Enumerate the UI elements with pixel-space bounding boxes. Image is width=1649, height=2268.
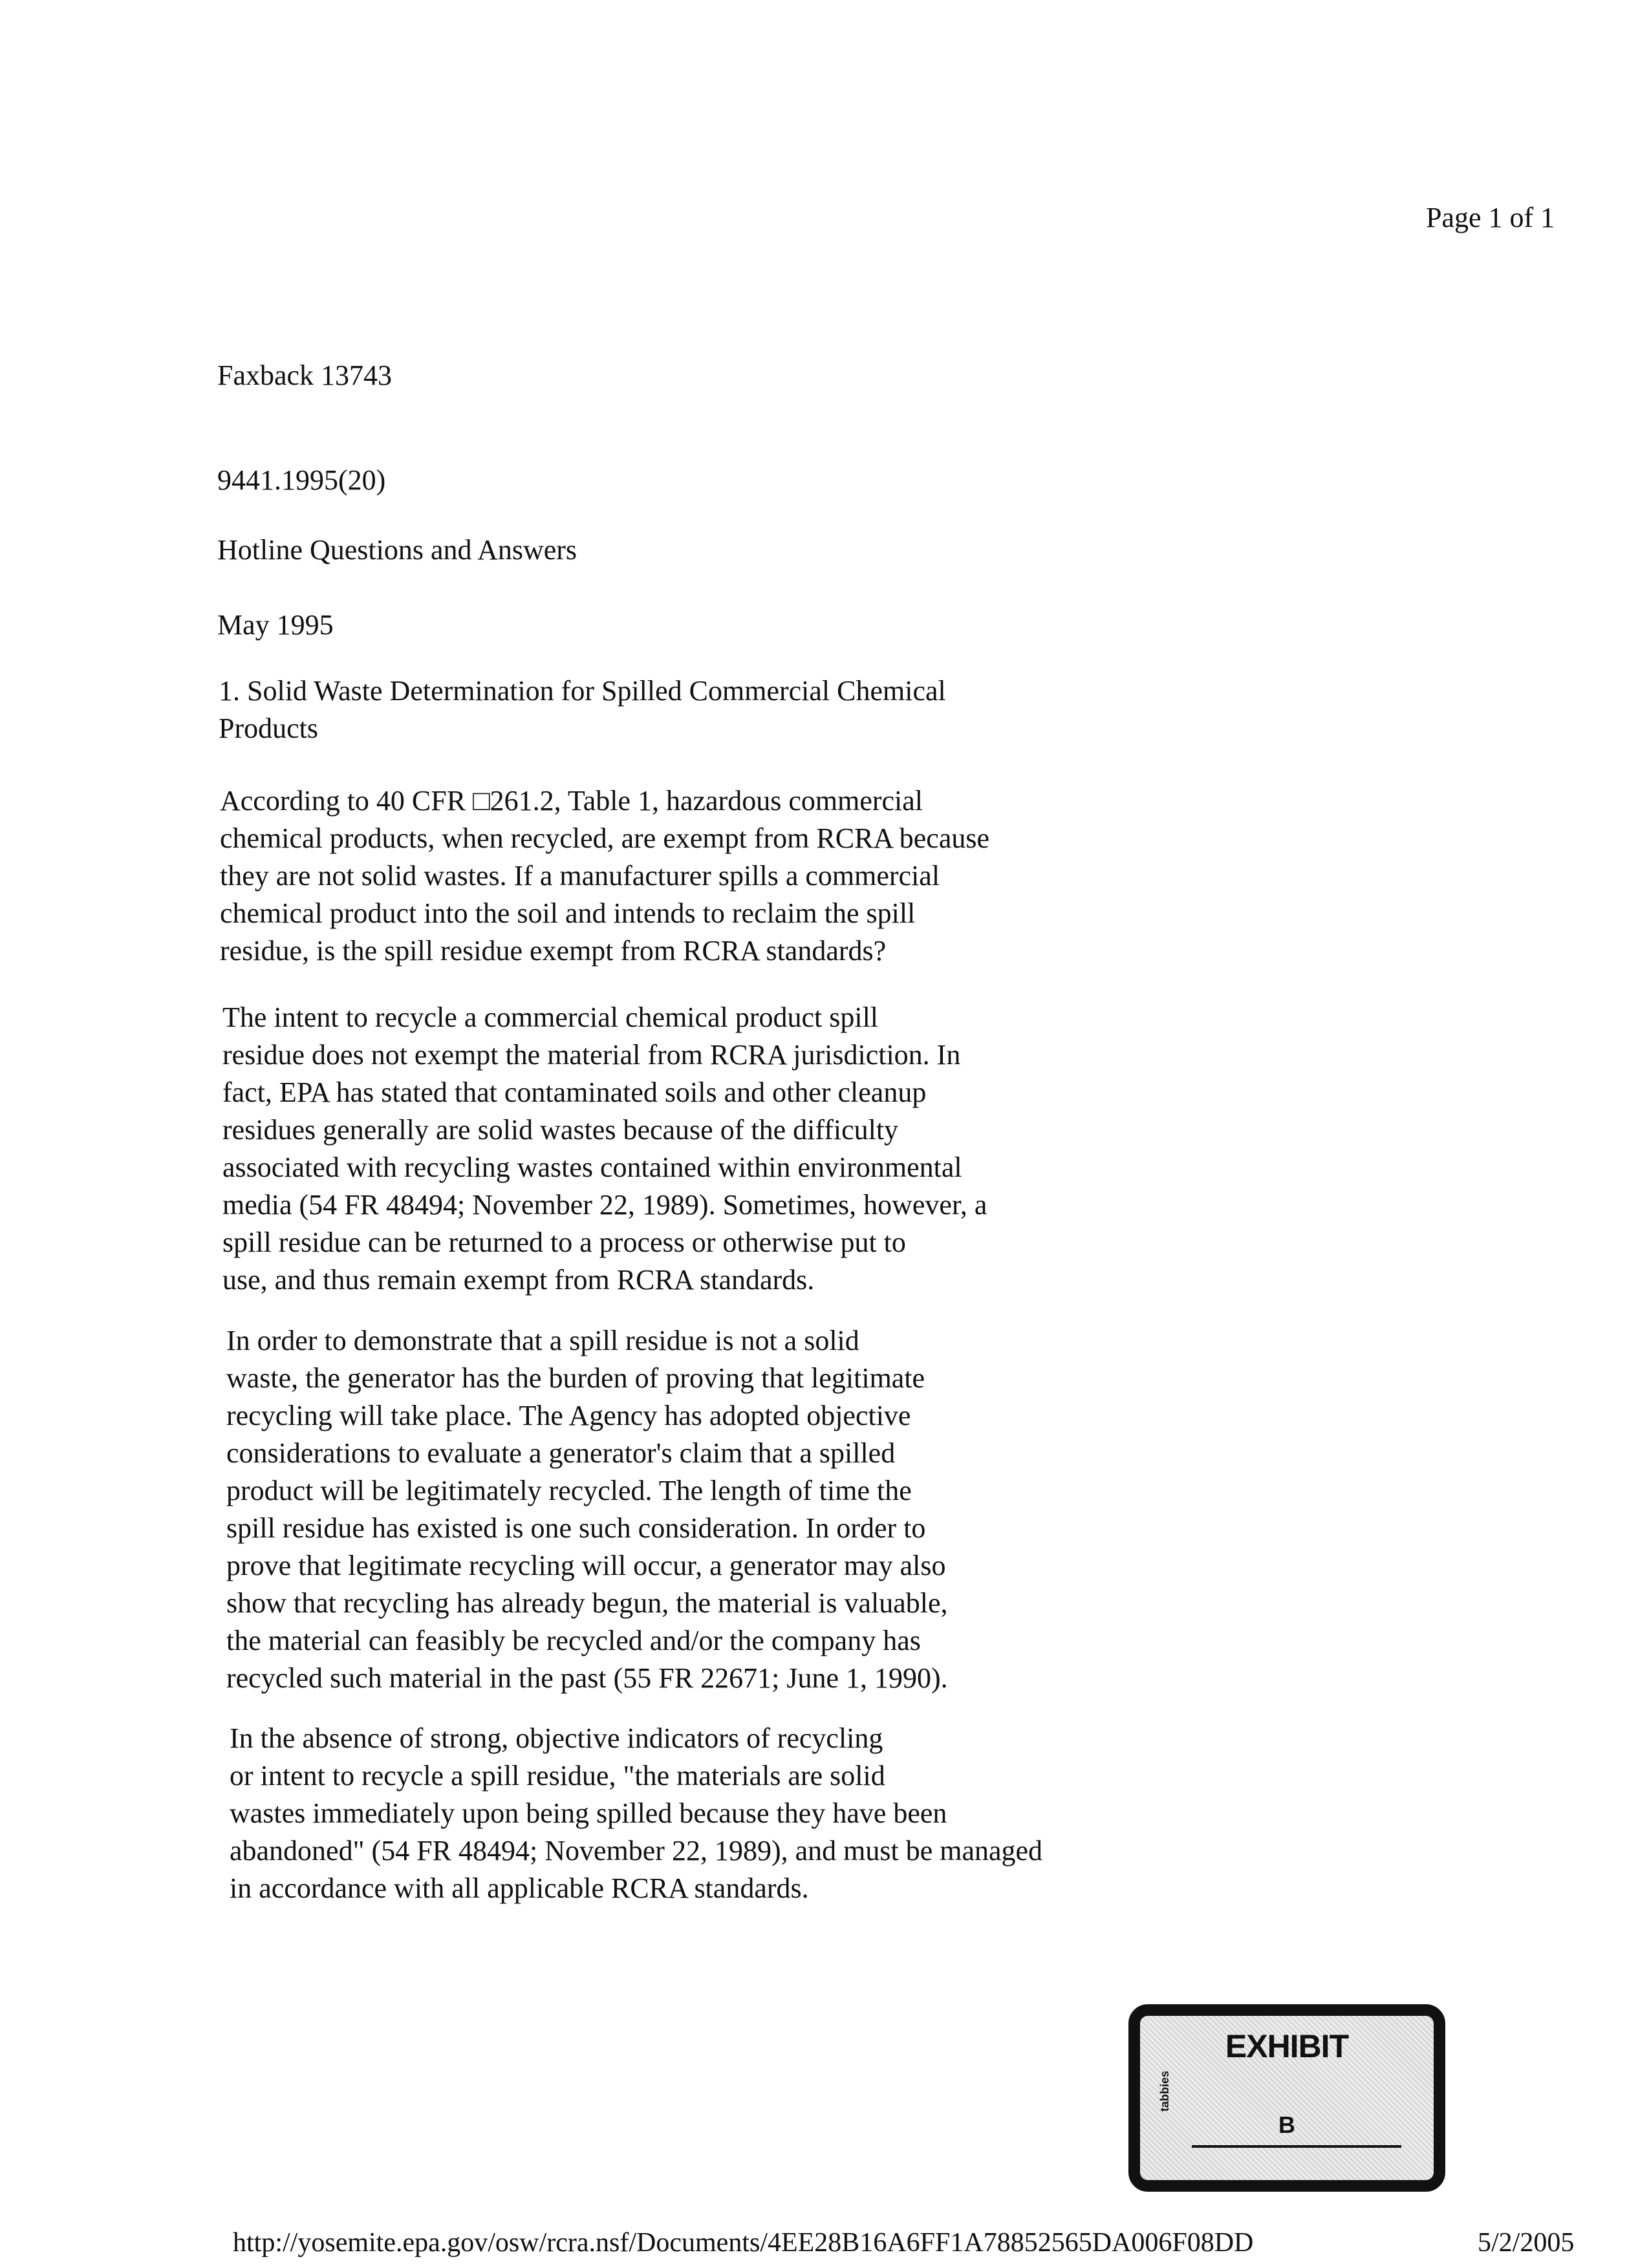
text-line: residue does not exempt the material from RCRA jurisdiction. In [222,1039,961,1071]
document-number: 9441.1995(20) [217,464,386,496]
text-line: in accordance with all applicable RCRA standards. [230,1872,809,1904]
question-title-line: 1. Solid Waste Determination for Spilled Commercial Chemical [219,675,946,707]
text-line: The intent to recycle a commercial chemical product spill [222,1001,879,1033]
text-line: prove that legitimate recycling will occur, a generator may also [226,1550,946,1581]
text-line: spill residue can be returned to a process or otherwise put to [222,1226,906,1258]
text-line: show that recycling has already begun, the material is valuable, [226,1587,948,1619]
exhibit-underline [1192,2145,1401,2148]
exhibit-brand-logo: tabbies [1158,2070,1171,2112]
footer-date: 5/2/2005 [1478,2228,1575,2258]
page-number: Page 1 of 1 [1426,202,1555,233]
text-line: waste, the generator has the burden of proving that legitimate [226,1362,925,1394]
text-line: In the absence of strong, objective indicators of recycling [230,1722,883,1754]
exhibit-letter: B [1278,2112,1295,2138]
text-line: recycled such material in the past (55 FR 22671; June 1, 1990). [226,1662,948,1694]
text-line: recycling will take place. The Agency has adopted objective [226,1400,911,1431]
paragraph-answer-3 [230,1720,1042,1907]
text-line: considerations to evaluate a generator's claim that a spilled [226,1437,896,1469]
footer-url: http://yosemite.epa.gov/osw/rcra.nsf/Documents/4EE28B16A6FF1A78852565DA006F08DD [233,2228,1254,2258]
question-title [219,672,946,747]
text-line: media (54 FR 48494; November 22, 1989). Sometimes, however, a [222,1189,987,1221]
text-line: or intent to recycle a spill residue, "the materials are solid [230,1760,885,1792]
text-line: residue, is the spill residue exempt from RCRA standards? [220,935,887,967]
paragraph-answer-2 [226,1322,948,1697]
text-line: wastes immediately upon being spilled because they have been [230,1797,947,1829]
text-line: they are not solid wastes. If a manufacturer spills a commercial [220,860,940,892]
text-line: spill residue has existed is one such consideration. In order to [226,1512,926,1544]
faxback-id: Faxback 13743 [217,359,393,391]
text-line: associated with recycling wastes contained within environmental [222,1151,962,1183]
text-line: fact, EPA has stated that contaminated soils and other cleanup [222,1076,927,1108]
text-line: residues generally are solid wastes because of the difficulty [222,1114,899,1146]
document-title: Hotline Questions and Answers [217,534,577,566]
text-line: chemical products, when recycled, are exempt from RCRA because [220,822,989,854]
text-line: In order to demonstrate that a spill residue is not a solid [226,1325,859,1356]
exhibit-stamp [1128,2004,1445,2192]
paragraph-question [220,782,989,970]
exhibit-title: EXHIBIT [1225,2028,1349,2064]
text-line: chemical product into the soil and intends to reclaim the spill [220,897,916,929]
text-line: According to 40 CFR □261.2, Table 1, hazardous commercial [220,785,923,817]
paragraph-answer-1 [222,999,987,1299]
question-title-line: Products [219,712,318,744]
text-line: the material can feasibly be recycled and/or the company has [226,1625,921,1656]
document-date: May 1995 [217,609,334,641]
text-line: abandoned" (54 FR 48494; November 22, 1989), and must be managed [230,1835,1043,1867]
text-line: use, and thus remain exempt from RCRA standards. [222,1264,815,1296]
text-line: product will be legitimately recycled. The length of time the [226,1475,912,1506]
